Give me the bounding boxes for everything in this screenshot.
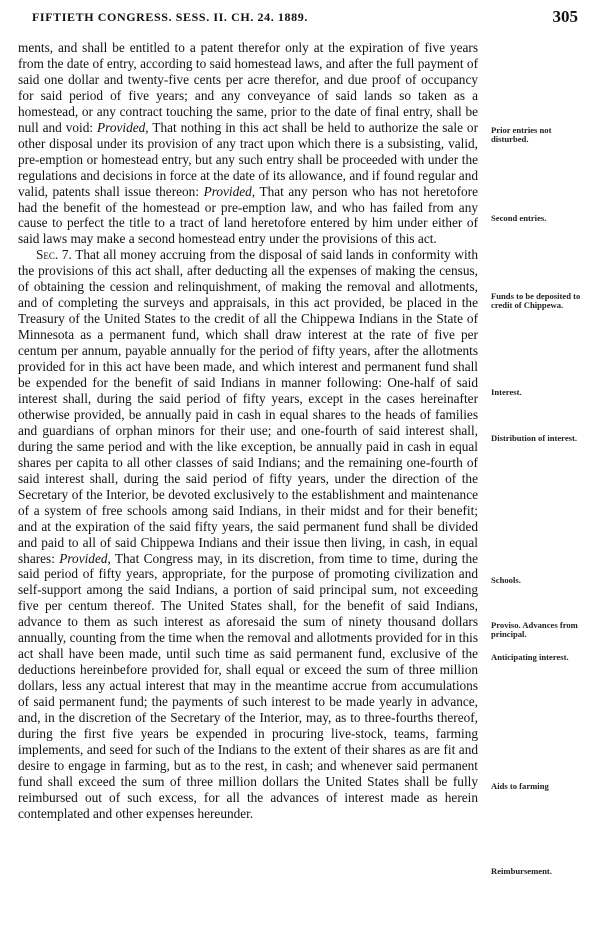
margin-note-proviso: Proviso. Advances from principal. [491, 620, 578, 640]
page-number: 305 [552, 7, 578, 26]
margin-note-second-entries: Second entries. [491, 213, 547, 223]
paragraph-1-text-2: , That nothing in this act shall be held to authorize the sale or other disposal under its provision of any tract upon which there is a subsisting, valid, pre-emption or homestead entry, but any such entry shall be proceeded with under the regulations and decisions in force at the date of its allowance, and if found regular and valid, patents shall issue thereon: [18, 119, 478, 199]
proviso-italic: Provided [97, 119, 146, 135]
paragraph-2-text-2: , That Congress may, in its discretion, from time to time, during the said period of fifty years, appropriate, for the purpose of promoting civilization and self-support among the said Indians, a portion of said principal sum, not exceeding five per centum thereof. The United States shall, for the benefit of said Indians, advance to them as such interest as aforesaid the sum of ninety thousand dollars annually, counting from the time when the removal and allotments provided for in this act shall have been made, until such time as said permanent fund, exclusive of the deductions hereinbefore provided for, shall equal or exceed the sum of three million dollars, less any actual interest that may in the meantime accrue from accumulations of said permanent fund; the payments of such interest to be made yearly in advance, and, in the discretion of the Secretary of the Interior, may, as to three-fourths thereof, during the first five years be expended in procuring live-stock, teams, farming implements, and seed for such of the Indians to the extent of their shares as are fit and desire to engage in farming, but as to the rest, in cash; and whenever said permanent fund shall exceed the sum of three million dollars the United States shall be fully reimbursed out of such excess, for all the advances of interest made as herein contemplated and other expenses hereunder. [18, 550, 479, 821]
margin-note-distribution: Distribution of interest. [491, 433, 578, 443]
section-number: Sec. 7. [36, 247, 72, 263]
proviso-italic: Provided [59, 550, 108, 566]
margin-note-prior-entries: Prior entries not disturbed. [491, 125, 552, 145]
running-title: FIFTIETH CONGRESS. SESS. II. CH. 24. 1889. [32, 10, 308, 24]
margin-note-reimbursement: Reimbursement. [491, 866, 552, 876]
paragraph-1-text-1: ments, and shall be entitled to a patent therefor only at the expiration of five years from the date of entry, according to said homestead laws, and after the full payment of said one dollar and twenty-five cents per acre therefor, and due proof of occupancy for said period of five years; and any conveyance of said lands so taken as a homestead, or any contract touching the same, prior to the date of final entry, shall be null and void: [18, 40, 478, 135]
paragraph-1 [18, 40, 478, 247]
paragraph-1-text-3: , That any person who has not heretofore had the benefit of the homestead or pre-emption law, and who has failed from any cause to perfect the title to a tract of land heretofore entered by him under either of said laws may make a second homestead entry under the provisions of this act. [18, 183, 478, 247]
proviso-italic: Provided [203, 183, 252, 199]
margin-note-funds-deposited: Funds to be deposited to credit of Chippewa. [491, 291, 581, 311]
margin-note-anticipating-interest: Anticipating interest. [491, 652, 569, 662]
paragraph-2 [18, 247, 478, 821]
statute-text [18, 40, 478, 822]
margin-note-aids-farming: Aids to farming [491, 781, 549, 791]
margin-note-interest: Interest. [491, 387, 522, 397]
margin-note-schools: Schools. [491, 575, 521, 585]
paragraph-2-text-1: That all money accruing from the disposal of said lands in conformity with the provisions of this act shall, after deducting all the expenses of making the census, of obtaining the cession and relinquishment, of making the removal and allotments, and of completing the surveys and appraisals, in this act provided, be placed in the Treasury of the United States to the credit of all the Chippewa Indians in the State of Minnesota as a permanent fund, which shall draw interest at the rate of five per centum per annum, payable annually for the period of fifty years, after the allotments provided for in this act have been made, and which interest and permanent fund shall be expended for the benefit of said Indians in manner following: One-half of said interest shall, during the said period of fifty years, except in the cases hereinafter otherwise provided, be annually paid in cash in equal shares to the heads of families and guardians of orphan minors for their use; and one-fourth of said interest shall, during the same period and with the like exception, be annually paid in cash in equal shares per capita to all other classes of said Indians; and the remaining one-fourth of said interest shall, during the said period of fifty years, under the direction of the Secretary of the Interior, be devoted exclusively to the establishment and maintenance of a system of free schools among said Indians, in their midst and for their benefit; and at the expiration of the said fifty years, the said permanent fund shall be divided and paid to all of said Chippewa Indians and their issue then living, in cash, in equal shares: [18, 247, 478, 566]
running-header [0, 8, 600, 30]
